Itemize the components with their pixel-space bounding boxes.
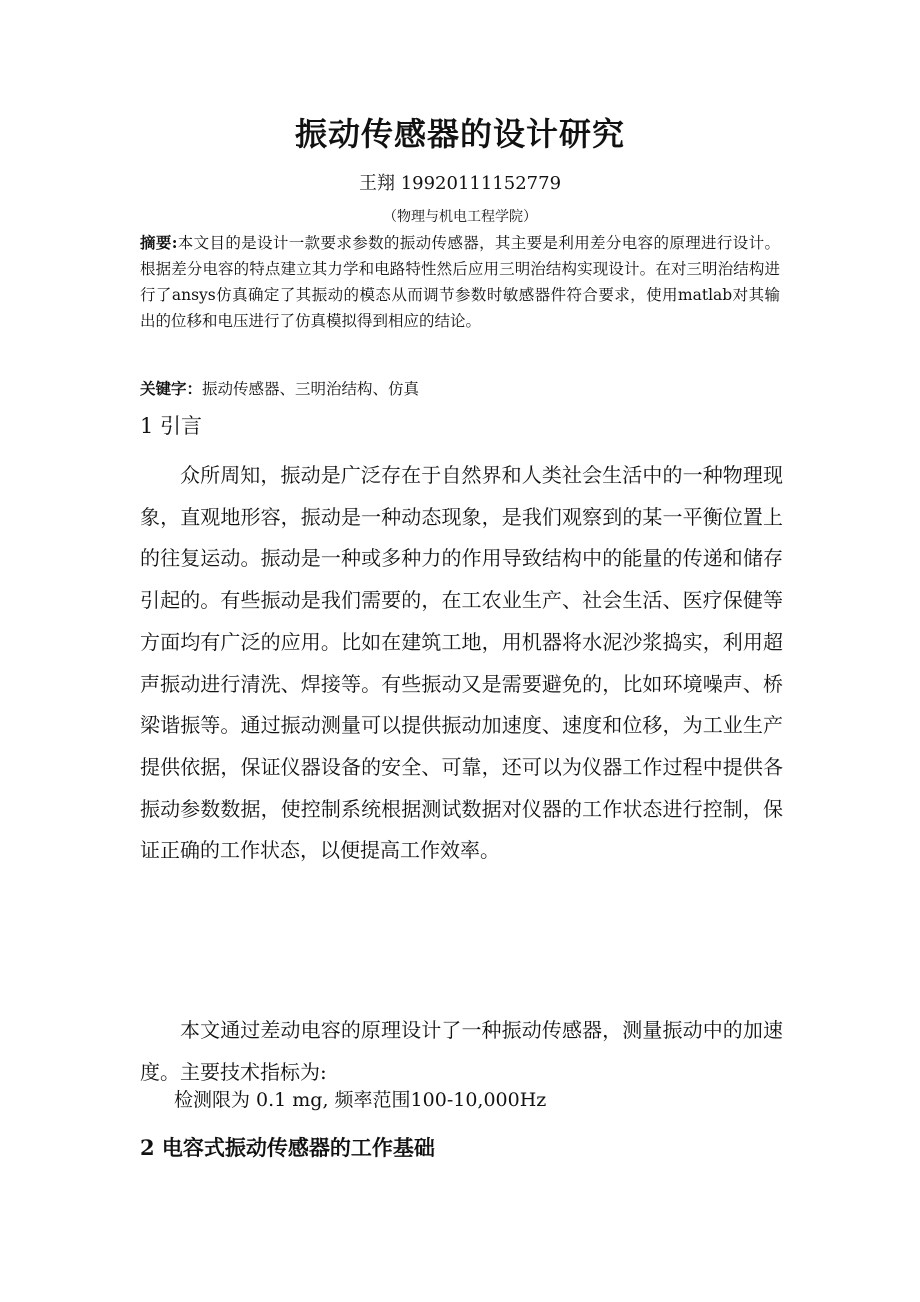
- abstract-label: 摘要:: [140, 233, 178, 252]
- keywords: [140, 376, 780, 402]
- paper-title: 振动传感器的设计研究: [294, 115, 625, 153]
- author-line: 王翔 19920111152779: [358, 173, 562, 194]
- intro-paragraph-1: 众所周知，振动是广泛存在于自然界和人类社会生活中的一种物理现象，直观地形容，振动是一种动态现象，是我们观察到的某一平衡位置上的往复运动。振动是一种或多种力的作用导致结构中的能量的传递和储存引起的。有些振动是我们需要的，在工农业生产、社会生活、医疗保健等方面均有广泛的应用。比如在建筑工地，用机器将水泥沙浆捣实，利用超声振动进行清洗、焊接等。有些振动又是需要避免的，比如环境噪声、桥梁谐振等。通过振动测量可以提供振动加速度、速度和位移，为工业生产提供依据，保证仪器设备的安全、可靠，还可以为仪器工作过程中提供各振动参数数据，使控制系统根据测试数据对仪器的工作状态进行控制，保证正确的工作状态，以便提高工作效率。: [140, 463, 783, 863]
- abstract: [140, 230, 780, 334]
- keywords-text: 振动传感器、三明治结构、仿真: [202, 380, 420, 398]
- affiliation: （物理与机电工程学院）: [383, 209, 537, 225]
- abstract-text: 本文目的是设计一款要求参数的振动传感器，其主要是利用差分电容的原理进行设计。根据差分电容的特点建立其力学和电路特性然后应用三明治结构实现设计。在对三明治结构进行了ansys仿真确定了其振动的模态从而调节参数时敏感器件符合要求，使用matlab对其输出的位移和电压进行了仿真模拟得到相应的结论。: [140, 234, 780, 330]
- keywords-label: 关键字：: [140, 379, 203, 398]
- intro-paragraph-2: 本文通过差动电容的原理设计了一种振动传感器，测量振动中的加速度。主要技术指标为:: [140, 1018, 783, 1084]
- spec-line: 检测限为 0.1 mg, 频率范围100-10,000Hz: [174, 1089, 547, 1111]
- section-2-heading: 2 电容式振动传感器的工作基础: [140, 1135, 435, 1160]
- section-1-heading: 1 引言: [140, 414, 203, 438]
